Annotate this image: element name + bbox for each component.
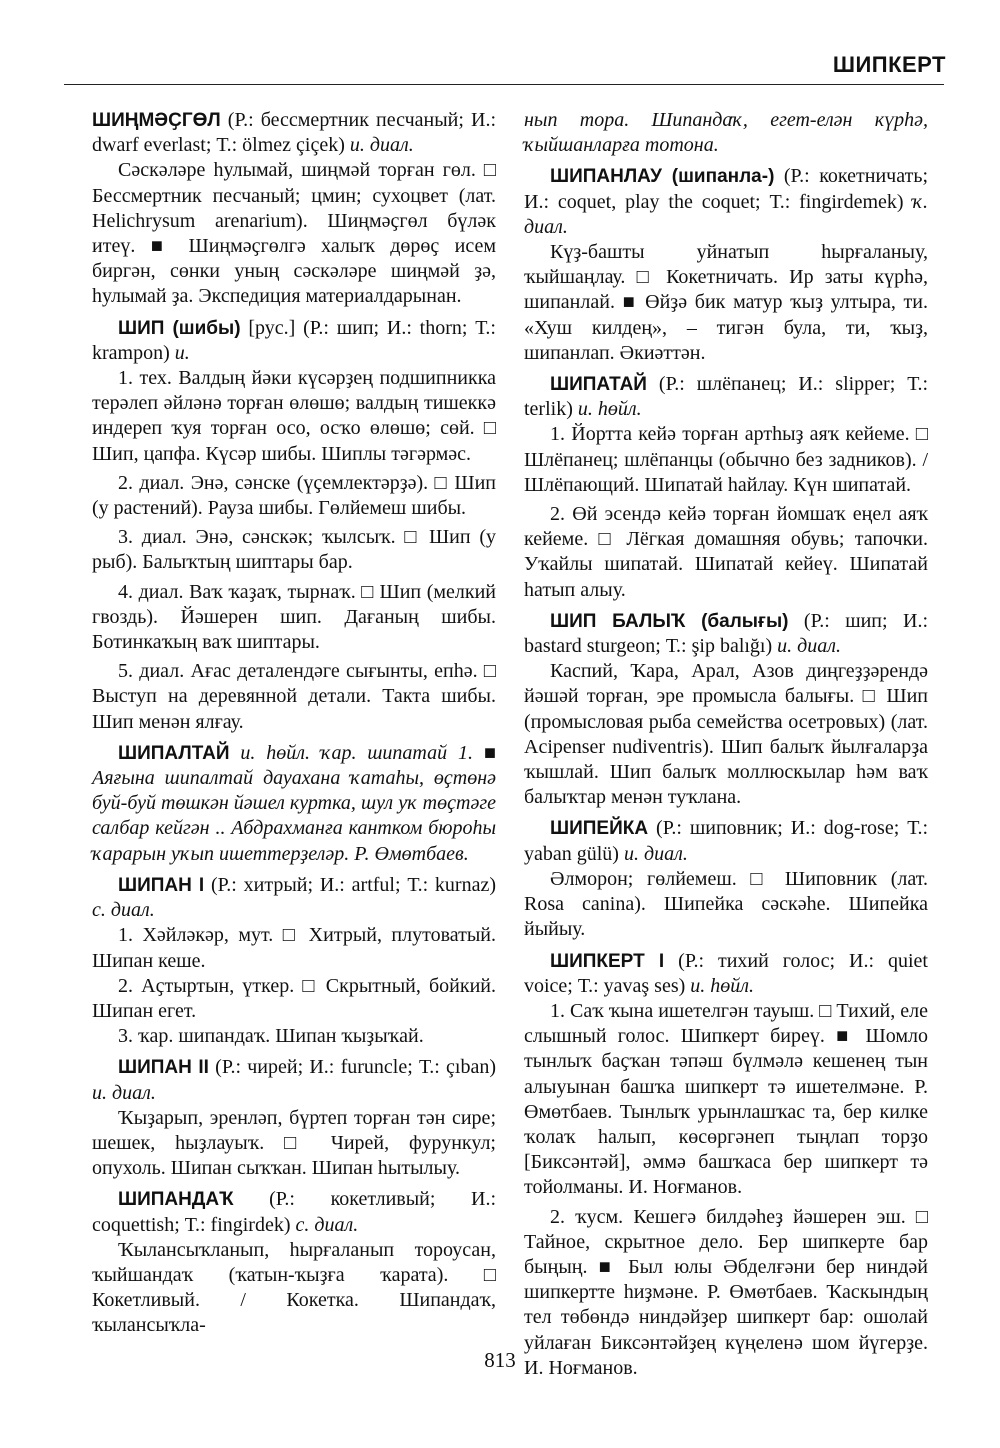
headword: ШИҢМӘҪГӨЛ xyxy=(92,110,221,131)
entry-paragraph: 2. ҡусм. Кешегә билдәһеҙ йәшерен эш. □ Тайное, скрытное дело. Бер шипкерте бар быңың. ■ Был юлы Әбделғәни бер ниндәй шипкертте һиҙмәне. Р. Өмөтбаев. Ҡаскындың тел төбөндә ниндәйҙер шипкерт бар: ошолай уйлаған Биксәнтәйҙең күңеленә шом йүгерҙе. И. Ноғманов. xyxy=(524,1205,928,1379)
headword: ШИПАНЛАУ (шипанла-) xyxy=(550,166,775,188)
headword: ШИПАЛТАЙ xyxy=(118,742,230,764)
left-column xyxy=(92,108,496,1339)
entry-paragraph xyxy=(92,316,496,366)
entry-paragraph: 2. Өй эсендә кейә торған йомшаҡ еңел аяҡ кейеме. □ Лёгкая домашняя обувь; тапочки. Уҡайлы шипатай. Шипатай кейеү. Шипатай һатып алыу. xyxy=(524,503,928,601)
entry-paragraph xyxy=(524,164,928,240)
entry-grammar: и. диал. xyxy=(623,842,688,865)
entry-paragraph xyxy=(92,1187,496,1237)
entry-grammar: с. диал. xyxy=(92,899,155,922)
headword: ШИПАН I xyxy=(118,874,205,896)
running-header: ШИПКЕРТ xyxy=(832,52,946,77)
headword: ШИПЕЙКА xyxy=(550,818,649,840)
entry-paragraph xyxy=(92,873,496,923)
entry-grammar: с. диал. xyxy=(295,1213,359,1236)
entry-grammar: и. диал. xyxy=(92,1081,156,1104)
entry-grammar: и. һөйл. xyxy=(577,398,642,421)
entry-text: (Р.: бессмертник песчаный; И.: dwarf everlast; Т.: ölmez çiçek) xyxy=(92,109,496,157)
entry-paragraph: Күҙ-башты уйнатып һырғаланыу, ҡыйшаңлау. □ Кокетничать. Ир заты күрһә, шипанлай. ■ Өйҙә бик матур ҡыҙ ултыра, ти. «Хуш килдең», – тигән була, ти, ҡыҙ, шипанлап. Әкиәттән. xyxy=(524,241,928,364)
entry-paragraph: 5. диал. Ағас деталендәге сығынты, епһә. □ Выступ на деревянной детали. Такта шибы. Шип менән ялғау. xyxy=(92,660,496,733)
entry-text: [рус.] (Р.: шип; И.: thorn; Т.: krampon) xyxy=(92,316,496,364)
entry-text: и. һөйл. ҡар. шипатай 1. ■ Аяғына шипалтай дауахана ҡатаһы, өҫтөнә буй-буй төшкән йәшел куртка, шул уҡ төҫтәге салбар кейгән .. Абдрахманға кантком бюроһы ҡарарын уҡып ишеттерҙеләр. Р. Өмөтбаев. xyxy=(92,741,496,865)
entry-paragraph xyxy=(92,1055,496,1105)
entry-text: (Р.: шип; И.: bastard sturgeon; Т.: şip balığı) xyxy=(524,609,928,658)
entry-paragraph: Сәскәләре һулымай, шиңмәй торған гөл. □ Бессмертник песчаный; цмин; сухоцвет (лат. Helichrysum arenarium). Шиңмәҫгөл бүләк итеү. ■ Шиңмәҫгөлгә халыҡ дөрөҫ исем биргән, сөнки уның сәскәләре шиңмәй ҙә, һулымай ҙа. Экспедиция материалдарынан. xyxy=(92,159,496,308)
entry-grammar: ҡ. диал. xyxy=(524,190,928,238)
entry-paragraph: Каспий, Ҡара, Арал, Азов диңгеҙҙәрендә йәшәй торған, эре промысла балығы. □ Шип (промысловая рыба семейства осетровых) (лат. Acipenser nudiventris). Шип балыҡ йылғаларҙа ҡышлай. Шип балыҡ моллюскылар һәм ваҡ балыҡтар менән туҡлана. xyxy=(524,660,928,809)
headword: ШИПАНДАҠ xyxy=(118,1189,234,1211)
entry-text: (Р.: хитрый; И.: artful; Т.: kurnaz) xyxy=(204,873,497,896)
entry-paragraph xyxy=(524,372,928,422)
page-number: 813 xyxy=(484,1348,516,1372)
entry-paragraph xyxy=(92,741,496,867)
right-column xyxy=(524,108,928,1381)
headword: ШИПАТАЙ xyxy=(550,374,647,396)
entry-paragraph: Ҡылансыҡланып, һырғаланып тороусан, ҡыйшандаҡ (ҡатын-ҡыҙға ҡарата). □ Кокетливый. / Кокетка. Шипандаҡ, ҡылансыҡла- xyxy=(92,1238,496,1337)
entry-paragraph: 2. Аҫтыртын, үткер. □ Скрытный, бойкий. Шипан егет. xyxy=(92,974,496,1022)
entry-text: (Р.: шиповник; И.: dog-rose; Т.: yaban gülü) xyxy=(524,817,928,865)
headword: ШИП БАЛЫҠ (балығы) xyxy=(550,610,789,632)
headword: ШИП (шибы) xyxy=(118,317,241,339)
headword: ШИПКЕРТ I xyxy=(550,950,665,972)
entry-text: (Р.: тихий голос; И.: quiet voice; Т.: yavaş ses) xyxy=(524,949,928,997)
entry-paragraph: нып тора. Шипандаҡ, егет-елән күрһә, ҡыйшанларға тотона. xyxy=(524,109,928,157)
entry-text: (Р.: шлёпанец; И.: slipper; Т.: terlik) xyxy=(524,373,928,421)
entry-paragraph: Ҡыҙарып, эренләп, бүртеп торған тән сире; шешек, һыҙлауыҡ. □ Чирей, фурункул; опухоль. Шипан сыҡҡан. Шипан һытылыу. xyxy=(92,1106,496,1180)
entry-paragraph: 3. диал. Энә, сәнскәк; ҡылсыҡ. □ Шип (у рыб). Балыҡтың шиптары бар. xyxy=(92,526,496,574)
entry-paragraph xyxy=(524,949,928,999)
header-rule xyxy=(64,84,944,85)
entry-paragraph: 4. диал. Ваҡ ҡаҙаҡ, тырнаҡ. □ Шип (мелкий гвоздь). Йәшерен шип. Дағаның шибы. Ботинкаҡың ваҡ шиптары. xyxy=(92,580,496,654)
entry-paragraph: Әлморон; гөлйемеш. □ Шиповник (лат. Rosa canina). Шипейка сәскәһе. Шипейка йыйыу. xyxy=(524,867,928,941)
entry-paragraph: 1. Саҡ ҡына ишетелгән тауыш. □ Тихий, еле слышный голос. Шипкерт биреү. ■ Шомло тынлыҡ баҫҡан тәпәш бүлмәлә кешенең тын алыуынан башҡа шипкерт тә ишетелмәне. Р. Өмөтбаев. Тынлыҡ урынлашҡас та, бер килке ҡолаҡ һалып, көсөргәнеп тыңлап торҙо [Биксәнтәй], әммә башҡаса бер шипкерт тә тойолманы. И. Ноғманов. xyxy=(524,999,928,1199)
entry-text: (Р.: кокетничать; И.: coquet, play the coquet; Т.: fingirdemek) xyxy=(524,165,928,213)
entry-grammar: и. xyxy=(174,341,190,364)
entry-paragraph: 1. тех. Валдың йәки күсәрҙең подшипникка терәлеп әйләнә торған өлөшө; валдың тишеккә индереп ҡуя торған осо, осҡо өлөшө; сөй. □ Шип, цапфа. Күсәр шибы. Шиплы тәгәрмәс. xyxy=(92,367,496,465)
headword: ШИПАН II xyxy=(118,1057,209,1079)
entry-text: (Р.: кокетливый; И.: coquettish; Т.: fingirdek) xyxy=(92,1188,496,1236)
entry-grammar: и. диал. xyxy=(777,635,841,658)
entry-grammar: и. һөйл. xyxy=(690,974,755,997)
entry-paragraph xyxy=(92,108,496,158)
entry-grammar: и. диал. xyxy=(349,134,414,157)
entry-paragraph: 1. Хәйләкәр, мут. □ Хитрый, плутоватый. Шипан кеше. xyxy=(92,924,496,972)
entry-paragraph: 2. диал. Энә, сәнске (үҫемлектәрҙә). □ Шип (у растений). Рауза шибы. Гөлйемеш шибы. xyxy=(92,471,496,520)
entry-text: (Р.: чирей; И.: furuncle; Т.: çıban) xyxy=(208,1056,496,1079)
entry-paragraph: 3. ҡар. шипандаҡ. Шипан ҡыҙыҡай. xyxy=(118,1025,424,1048)
entry-paragraph: 1. Йортта кейә торған артһыҙ аяҡ кейеме. □ Шлёпанец; шлёпанцы (обычно без задников). / Шлёпающий. Шипатай һайлау. Күн шипатай. xyxy=(524,423,928,496)
entry-paragraph xyxy=(524,816,928,866)
entry-paragraph xyxy=(524,609,928,659)
